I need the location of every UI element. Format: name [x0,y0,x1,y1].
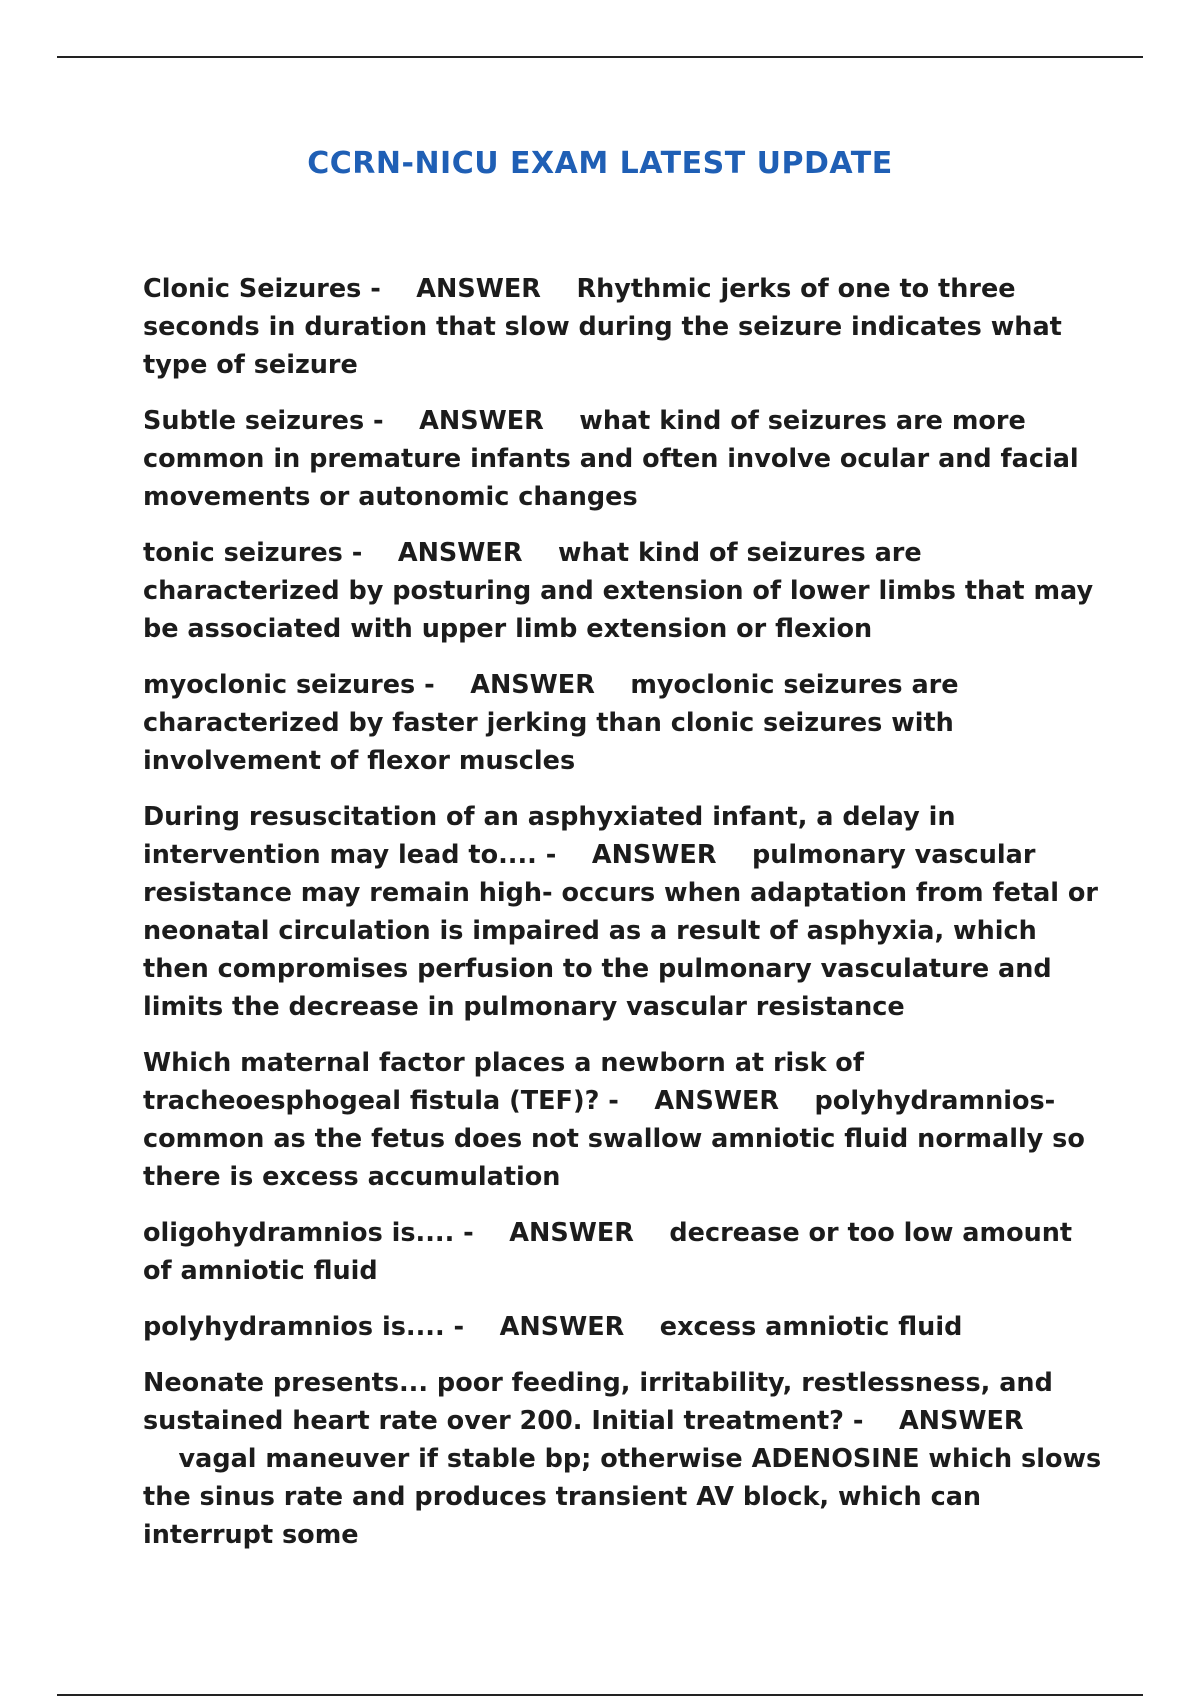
answer-label: ANSWER [499,1312,625,1342]
qa-item: myoclonic seizures - ANSWER myoclonic seizures are characterized by faster jerking than clonic seizures with involvement of flexor muscles [143,670,959,776]
question-text: polyhydramnios is.... [143,1312,445,1342]
qa-list [143,270,1103,1572]
question-text: oligohydramnios is.... [143,1218,455,1248]
answer-text: myoclonic seizures are characterized by faster jerking than clonic seizures with involvement of flexor muscles [143,670,959,776]
answer-text: polyhydramnios- common as the fetus does not swallow amniotic fluid normally so there is excess accumulation [143,1086,1085,1192]
answer-label: ANSWER [591,840,717,870]
answer-text: what kind of seizures are characterized by posturing and extension of lower limbs that may be associated with upper limb extension or flexion [143,538,1094,644]
answer-label: ANSWER [416,274,541,304]
answer-label: ANSWER [509,1218,634,1248]
question-text: During resuscitation of an asphyxiated infant, a delay in intervention may lead to.... [143,802,956,870]
question-text: myoclonic seizures [143,670,416,700]
question-text: Neonate presents... poor feeding, irritability, restlessness, and sustained heart rate over 200. Initial treatment? [143,1368,1053,1436]
footer-rule [57,1694,1143,1696]
header-rule [57,56,1143,58]
qa-item: Which maternal factor places a newborn at risk of tracheoesphogeal fistula (TEF)? - ANSWER polyhydramnios- common as the fetus does not swallow amniotic fluid normally so there is excess accumulation [143,1048,1085,1192]
question-text: Clonic Seizures [143,274,362,304]
answer-text: decrease or too low amount of amniotic fluid [143,1218,1073,1286]
qa-item: tonic seizures - ANSWER what kind of seizures are characterized by posturing and extension of lower limbs that may be associated with upper limb extension or flexion [143,538,1094,644]
answer-text: Rhythmic jerks of one to three seconds in duration that slow during the seizure indicates what type of seizure [143,274,1062,380]
answer-text: pulmonary vascular resistance may remain high- occurs when adaptation from fetal or neonatal circulation is impaired as a result of asphyxia, which then compromises perfusion to the pulmonary vasculature and limits the decrease in pulmonary vascular resistance [143,840,1098,1022]
page-title: CCRN-NICU EXAM LATEST UPDATE [307,146,893,181]
answer-label: ANSWER [654,1086,780,1116]
qa-item: Neonate presents... poor feeding, irritability, restlessness, and sustained heart rate over 200. Initial treatment? - ANSWER vagal maneuver if stable bp; otherwise ADENOSINE which slows the sinus rate and produces transient AV block, which can interrupt some [143,1368,1102,1550]
qa-item: oligohydramnios is.... - ANSWER decrease or too low amount of amniotic fluid [143,1218,1073,1286]
qa-item: During resuscitation of an asphyxiated infant, a delay in intervention may lead to.... - ANSWER pulmonary vascular resistance may remain high- occurs when adaptation from fetal or neonatal circulation is impaired as a result of asphyxia, which then compromises perfusion to the pulmonary vasculature and limits the decrease in pulmonary vascular resistance [143,802,1098,1022]
question-text: tonic seizures [143,538,343,568]
question-text: Subtle seizures [143,406,365,436]
question-text: Which maternal factor places a newborn at risk of tracheoesphogeal fistula (TEF)? [143,1048,864,1116]
answer-text: excess amniotic fluid [659,1312,963,1342]
answer-label: ANSWER [470,670,595,700]
answer-label: ANSWER [397,538,523,568]
answer-label: ANSWER [898,1406,1024,1436]
answer-text: what kind of seizures are more common in premature infants and often involve ocular and facial movements or autonomic changes [143,406,1079,512]
answer-text: vagal maneuver if stable bp; otherwise ADENOSINE which slows the sinus rate and produces transient AV block, which can interrupt some [143,1444,1102,1550]
qa-item: Subtle seizures - ANSWER what kind of seizures are more common in premature infants and often involve ocular and facial movements or autonomic changes [143,406,1079,512]
answer-label: ANSWER [419,406,544,436]
qa-item: Clonic Seizures - ANSWER Rhythmic jerks of one to three seconds in duration that slow during the seizure indicates what type of seizure [143,274,1062,380]
qa-item: polyhydramnios is.... - ANSWER excess amniotic fluid [143,1312,963,1342]
